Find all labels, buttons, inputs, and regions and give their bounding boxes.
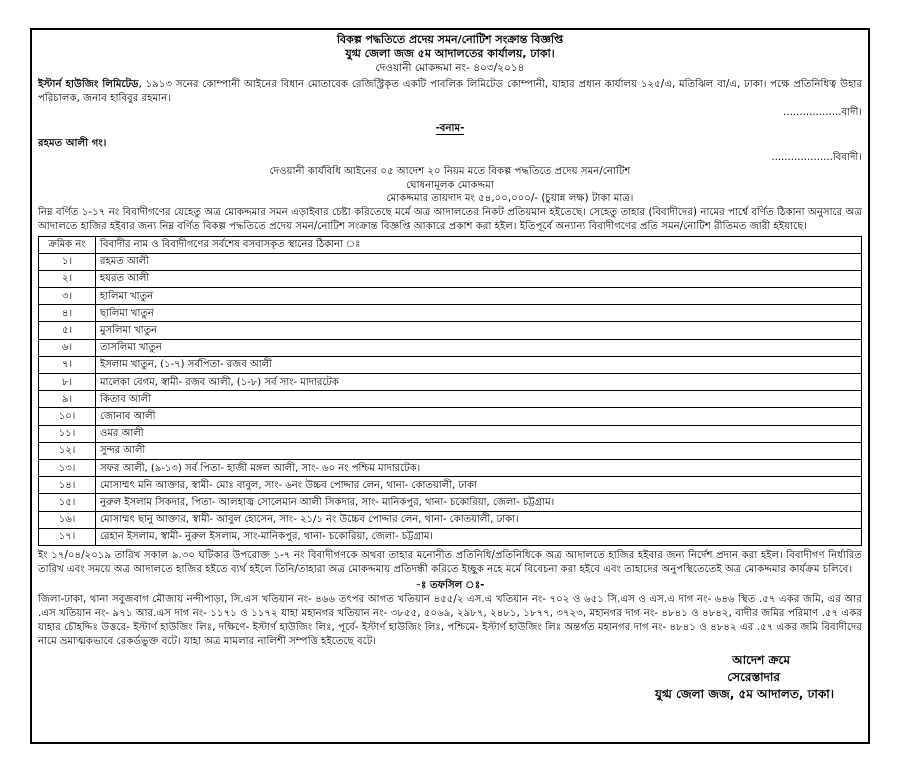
row-serial: ৬।: [39, 339, 96, 356]
table-row: [39, 339, 862, 356]
row-serial: ৫।: [39, 322, 96, 339]
notice-title: বিকল্প পদ্ধতিতে প্রদেয় সমন/নোটিশ সংক্রান্ত বিজ্ঞপ্তি: [336, 33, 564, 46]
table-row: [39, 374, 862, 391]
versus-text: -বনাম-: [435, 123, 465, 134]
court-name: যুগ্ম জেলা জজ ৫ম আদালতের কার্যালয়, ঢাকা।: [345, 47, 555, 60]
signature-block: [38, 652, 862, 703]
case-number: দেওয়ানী মোকদ্দমা নং- ৪০৩/২০১৪: [375, 62, 525, 74]
table-header-row: [39, 236, 862, 253]
table-row: [39, 494, 862, 511]
row-defendant: ওমর আলী: [96, 425, 862, 442]
header-serial: ক্রমিক নং: [39, 236, 96, 253]
row-serial: ৮।: [39, 374, 96, 391]
row-defendant: জোনাব আলী: [96, 408, 862, 425]
row-defendant: তাসলিমা খাতুন: [96, 339, 862, 356]
header-name-address: বিবাদীর নাম ও বিবাদীগণের সর্বশেষ বসবাসকৃত স্থানের ঠিকানা ঃ: [96, 236, 862, 253]
table-row: [39, 425, 862, 442]
intro-paragraph: নিম্ন বর্ণিত ১-১৭ নং বিবাদীগণের যেহেতু অত্র মোকদ্দমার সমন এড়াইবার চেষ্টা করিতেছে মর্মে অত্র আদালতের নিকট প্রতিয়মান হইতেছে। সেহেতু তাহার (বিবাদীদের) নামের পার্শ্বে বর্ণিত ঠিকানা অনুসারে অত্র আদালতে হাজির হইবার জন্য নিম্ন বর্ণিত বিকল্প পদ্ধতিতে প্রদেয় সমন/নোটিশ সংক্রান্ত বিজ্ঞপ্তি আকারে প্রকাশ করা হইল। ইতিপূর্বে অন্যান্য বিবাদীগণের প্রতি সমন/নোটিশ রীতিমত জারী হইয়াছে।: [38, 206, 862, 232]
schedule-title: -ঃ তফসিল ঃ-: [415, 579, 485, 591]
plaintiff-description: [38, 78, 862, 106]
row-defendant: মালেকা বেগম, স্বামী- রজব আলী, (১-৮) সর্ব সাং- মাদারটেক: [96, 374, 862, 391]
table-row: [39, 511, 862, 528]
notice-line-1: দেওয়ানী কার্যবিধি আইনের ০৫ আদেশ ২০ নিয়ম মতে বিকল্প পদ্ধতিতে প্রদেয় সমন/নোটিশ: [269, 166, 631, 177]
row-defendant: হালিমা খাতুন: [96, 288, 862, 305]
row-serial: ১৩।: [39, 459, 96, 476]
row-serial: ১৬।: [39, 511, 96, 528]
table-row: [39, 477, 862, 494]
table-row: [39, 322, 862, 339]
plaintiff-details: , ১৯১৩ সনের কোম্পানী আইনের বিধান মোতাবেক রেজিস্ট্রিকৃত একটি পাবলিক লিমিটেড কোম্পানী, যাহার প্রধান কার্যালয় ১২৫/এ, মতিঝিল বা/এ, ঢাকা। পক্ষে প্রতিনিধিত্ব উহার পরিচালক, জনাব হাবিবুর রহমান।: [38, 79, 862, 104]
row-serial: ১১।: [39, 425, 96, 442]
signature-by-order: আদেশ ক্রমে: [732, 652, 790, 667]
row-serial: ১।: [39, 253, 96, 270]
table-row: [39, 459, 862, 476]
row-serial: ১৫।: [39, 494, 96, 511]
notice-line-2: ঘোষনামূলক মোকদ্দমা: [406, 179, 494, 191]
row-serial: ২।: [39, 270, 96, 287]
table-row: [39, 442, 862, 459]
table-row: [39, 270, 862, 287]
row-serial: ৭।: [39, 356, 96, 373]
row-serial: ৩।: [39, 288, 96, 305]
table-row: [39, 391, 862, 408]
row-defendant: হযরত আলী: [96, 270, 862, 287]
row-defendant: রেহান ইসলাম, স্বামী- নুরুল ইসলাম, সাং-মানিকপুর, থানা- চকোরিয়া, জেলা- চট্টগ্রাম।: [96, 528, 862, 545]
row-serial: ১৪।: [39, 477, 96, 494]
table-row: [39, 356, 862, 373]
signature-court: যুগ্ম জেলা জজ, ৫ম আদালত, ঢাকা।: [655, 686, 834, 701]
row-defendant: মোসাম্মৎ মনি আক্তার, স্বামী- মোঃ বাবুল, সাং- ৬নং উচ্চব পোদ্দার লেন, থানা- কোতয়ালী, ঢাকা: [96, 477, 862, 494]
defendant-name: রহমত আলী গং।: [38, 138, 107, 149]
table-row: [39, 528, 862, 545]
row-defendant: সফর আলী, (৯-১৩) সর্ব পিতা- হাজী মঙ্গল আলী, সাং- ৬০ নং পশ্চিম মাদারটেক।: [96, 459, 862, 476]
defendants-table: [38, 236, 862, 546]
row-defendant: ইসলাম খাতুন, (১-৭) সর্বপিতা- রজব আলী: [96, 356, 862, 373]
row-defendant: ছালিমা খাতুন: [96, 305, 862, 322]
plaintiff-name: ইস্টার্ন হাউজিং লিমিটেড: [38, 79, 139, 90]
signature-title: সেরেস্তাদার: [727, 669, 780, 684]
defendant-label: ...................বিবাদী।: [771, 152, 862, 163]
row-defendant: মোসাম্মৎ ছানু আক্তার, স্বামী- আবুল হোসেন, সাং- ২১/১ নং উচ্চেব পোদ্দার লেন, থানা- কোতয়ালী, ঢাকা।: [96, 511, 862, 528]
row-serial: ৯।: [39, 391, 96, 408]
row-defendant: কিতাব আলী: [96, 391, 862, 408]
table-row: [39, 288, 862, 305]
row-defendant: নুরুল ইসলাম সিকদার, পিতা- আলহাজ্ব সোলেমান আলী সিকদার, সাং- মানিকপুর, থানা- চকোরিয়া, জেলা- চট্টগ্রাম।: [96, 494, 862, 511]
row-serial: ১০।: [39, 408, 96, 425]
row-defendant: মুসলিমা খাতুন: [96, 322, 862, 339]
row-defendant: রহমত আলী: [96, 253, 862, 270]
plaintiff-label: ..................বাদী।: [783, 107, 862, 118]
row-serial: ৪।: [39, 305, 96, 322]
notice-line-3: মোকদ্দমার তায়দাদ মং ৫৪,০০,০০০/- (চুয়ান্ন লক্ষ) টাকা মাত্র।: [386, 193, 634, 204]
notice-document: [30, 28, 870, 744]
versus-heading: [38, 122, 862, 136]
table-row: [39, 305, 862, 322]
row-defendant: সুন্দর আলী: [96, 442, 862, 459]
row-serial: ১২।: [39, 442, 96, 459]
table-row: [39, 408, 862, 425]
schedule-paragraph: জিলা-ঢাকা, থানা সবুজবাগ মৌজায় নন্দীপাড়া, সি.এস খতিয়ান নং- ৪৬৬ তৎপর আগত খতিয়ান ৪৫৫/২ এস.এ খতিয়ান নং- ৭০২ ও ৬৫১ সি.এস ও এস.এ দাগ নং- ৬৪৬ স্থিত .৫৭ একর জমি, এর আর .এস খতিয়ান নং- ৯৭১ আর.এস দাগ নং- ১১৭১ ও ১১৭২ যাহা মহানগর খতিয়ান নং- ৩৮৫৫, ৫০৬৯, ২৯৮৭, ২৪৮১, ১৮৭৭, ৩৭২৩, মহানগর দাগ নং- ৪৮৪১ ও ৪৮৪২, বাদীর জমির পরিমাণ .৫৭ একর যাহার চৌহদ্দিঃ উত্তরে- ইস্টার্ণ হাউজিং লিঃ, দক্ষিণে- ইস্টার্ণ হাউজিং লিঃ, পূর্বে- ইস্টার্ণ হাউজিং লিঃ, পশ্চিমে- ইস্টার্ণ হাউজিং লিঃ অন্তর্গত মহানগর দাগ নং- ৪৮৪১ ও ৪৮৪২ এর .৫৭ একর জমি বিবাদীদের নামে ভ্রমাত্মকভাবে রেকর্ডভুক্ত বটে। যাহা অত্র মামলার নালিশী সম্পত্তি হইতেছে বটে।: [38, 593, 862, 647]
table-row: [39, 253, 862, 270]
order-paragraph: ইং ১৭/০৪/২০১৯ তারিখ সকাল ৯.৩০ ঘটিকার উপরোক্ত ১-৭ নং বিবাদীগণকে অথবা তাহার মনোনীত প্রতিনিধি/প্রতিনিধিকে অত্র আদালতে হাজির হইবার জন্য নির্দেশ প্রদান করা হইল। বিবাদীগণ নির্ধারিত তারিখ এবং সময়ে অত্র আদালতে হাজির হইতে ব্যর্থ হইলে তিনি/তাহারা অত্র মোকদ্দমায় প্রতিদন্ধী করিতে ইচ্ছুক নহে মর্মে বিবেচনা করা হইবে এবং তাহাদের অনুপস্থিতেতেই অত্র মোকদ্দমার কার্যক্রম চলিবে।: [38, 549, 862, 575]
row-serial: ১৭।: [39, 528, 96, 545]
